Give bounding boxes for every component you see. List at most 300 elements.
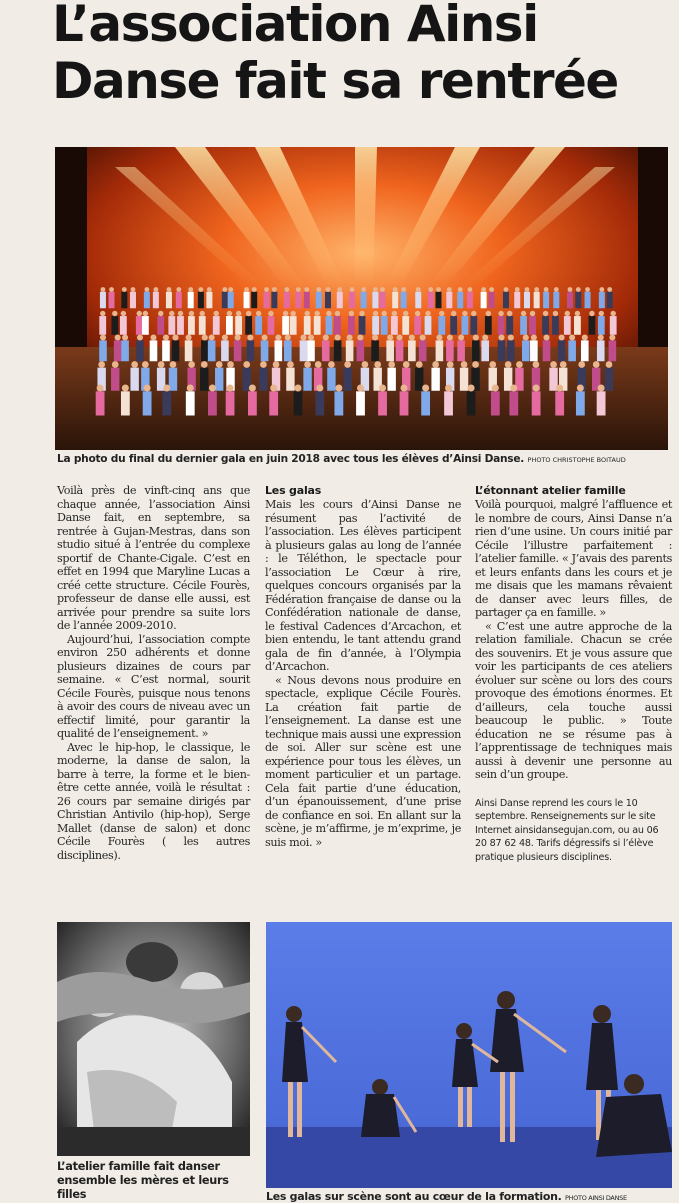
dancer-body (142, 316, 149, 335)
dancer-head (167, 287, 172, 292)
dancer-head (235, 334, 241, 340)
dancer-body (467, 292, 473, 309)
formation-caption-text: Les galas sur scène sont au cœur de la formation. (266, 1190, 562, 1203)
dancer-head (283, 311, 288, 316)
dancer-head (227, 361, 234, 368)
dancer-body (457, 340, 465, 361)
dancer-head (425, 311, 430, 316)
dancer-head (326, 311, 331, 316)
dancer-body (269, 391, 278, 415)
dancer-head (158, 361, 165, 368)
dancer-body (428, 292, 434, 309)
dancer-head (350, 287, 355, 292)
dancer-head (323, 334, 329, 340)
dancer-body (213, 316, 220, 335)
dancer-head (349, 311, 354, 316)
dancer-head (521, 311, 526, 316)
paragraph: Voilà près de vinft-cinq ans que chaque année, l’association Ainsi Danse fait, en septembre, sa rentrée à Gujan-Mestras, dans son studio situé à l’entrée du complexe sportif de Chante-Cigale. C’est en effet en 1994 que Maryline Lucas a créé cette structure. Cécile Fourès, professeur de danse elle aussi, est arrivée pour prendre sa suite lors de l’année 2009-2010. (57, 484, 250, 632)
dancer-head (489, 287, 494, 292)
dancer-body (177, 316, 184, 335)
dancer-head (533, 384, 540, 391)
dancer-head (247, 334, 253, 340)
dancer-head (142, 361, 149, 368)
dancer-head (472, 361, 479, 368)
dancer-head (284, 287, 289, 292)
dancer-head (362, 361, 369, 368)
dancer-body (208, 340, 216, 361)
paragraph: Aujourd’hui, l’association compte environ 250 adhérents et donne plusieurs dizaines de cours par semaine. « C’est normal, sourit Cécile Fourès, puisque nous tenons à avoir des cours de niveau avec un effectif limité, pour garantir la qualité de l’enseignement. » (57, 632, 250, 740)
dancer-body (359, 316, 366, 335)
dancer-head (178, 311, 183, 316)
dancer-head (256, 311, 261, 316)
dancer-body (574, 316, 581, 335)
dancer-head (550, 361, 557, 368)
dancer-body (379, 292, 385, 309)
dancer-head (576, 287, 581, 292)
dancer-body (610, 316, 617, 335)
dancer-body (534, 292, 540, 309)
dancer-body (295, 292, 301, 309)
dancer-head (379, 384, 386, 391)
dancer-body (143, 391, 152, 415)
dancer-head (305, 311, 310, 316)
dancer-body (597, 340, 605, 361)
dancer-head (393, 287, 398, 292)
headline-line-2: Danse fait sa rentrée (52, 52, 618, 110)
dancer-head (575, 311, 580, 316)
dancer-body (498, 316, 505, 335)
dancer-body (436, 340, 444, 361)
dancer-body (457, 292, 463, 309)
dancer-head (458, 334, 464, 340)
dancer-head (560, 361, 567, 368)
dancer-head (436, 334, 442, 340)
dancer-body (491, 391, 500, 415)
dancer-body (575, 292, 581, 309)
dancer-head (326, 287, 331, 292)
dancer-head (98, 361, 105, 368)
dancer-head (121, 311, 126, 316)
dancer-head (403, 311, 408, 316)
dancer-body (275, 340, 283, 361)
family-photo-caption: L’atelier famille fait danser ensemble les mères et leurs filles (57, 1160, 229, 1201)
dancer-body (425, 316, 432, 335)
dancer-head (471, 311, 476, 316)
dancer-head (516, 361, 523, 368)
dancer-body (408, 340, 416, 361)
dancer-head (598, 334, 604, 340)
dancer-head (252, 287, 257, 292)
dancer-body (226, 391, 235, 415)
dancer-head (415, 311, 420, 316)
dancer-body (343, 368, 351, 391)
gala-stage-photo (55, 147, 668, 450)
dancer-body (552, 316, 559, 335)
dancer-body (111, 316, 118, 335)
dancer-head (372, 334, 378, 340)
dancer-head (328, 361, 335, 368)
dancer-head (97, 384, 104, 391)
dancer-body (166, 292, 172, 309)
dancer-head (473, 334, 479, 340)
dancer-body (386, 340, 394, 361)
dancer-body (172, 340, 180, 361)
dancer-body (162, 340, 170, 361)
dancer-head (300, 334, 306, 340)
dancer-head (447, 287, 452, 292)
dancer-head (216, 361, 223, 368)
dancer-body (326, 316, 333, 335)
dancer-head (577, 384, 584, 391)
dancer-body (431, 368, 439, 391)
dancer-body (268, 316, 275, 335)
dancer-head (492, 384, 499, 391)
dancer-body (261, 340, 269, 361)
dancer-head (609, 334, 615, 340)
dancer-head (610, 311, 615, 316)
dancer-head (335, 384, 342, 391)
dancer-head (445, 384, 452, 391)
dancer-body (530, 340, 538, 361)
dancer-head (122, 384, 129, 391)
dancer-body (244, 292, 250, 309)
article-column-3 (475, 484, 672, 864)
dancer-body (136, 340, 144, 361)
dancer-body (99, 316, 106, 335)
dancer-body (226, 316, 233, 335)
dancer-body (162, 391, 171, 415)
dancer-body (199, 316, 206, 335)
dancer-body (522, 340, 530, 361)
dancer-head (296, 287, 301, 292)
dancer-head (144, 287, 149, 292)
dancer-head (227, 311, 232, 316)
dancer-head (388, 361, 395, 368)
gala-photo-credit: PHOTO CHRISTOPHE BOITAUD (527, 456, 626, 464)
dancer-head (201, 361, 208, 368)
dancer-head (304, 361, 311, 368)
dancer-body (130, 292, 136, 309)
dancer-body (228, 292, 234, 309)
dancer-head (357, 384, 364, 391)
family-workshop-photo (57, 922, 250, 1156)
dancer-body (188, 316, 195, 335)
dancer-body (144, 292, 150, 309)
dancer-body (136, 316, 143, 335)
dancer-body (346, 340, 354, 361)
dancer-head (409, 334, 415, 340)
formation-photo-caption (266, 1190, 679, 1203)
dancer-head (153, 287, 158, 292)
dancer-body (120, 316, 127, 335)
dancer-head (187, 384, 194, 391)
dancer-body (415, 292, 421, 309)
dancer-body (402, 316, 409, 335)
dancer-head (439, 311, 444, 316)
dancer-body (168, 316, 175, 335)
dancer-head (387, 334, 393, 340)
dancer-head (209, 334, 215, 340)
dancer-body (524, 292, 530, 309)
dancer-body (235, 316, 242, 335)
dancer-head (131, 287, 136, 292)
dancer-body (361, 292, 367, 309)
dancer-head (357, 334, 363, 340)
dancer-head (200, 311, 205, 316)
dancer-head (374, 361, 381, 368)
dancer-head (510, 384, 517, 391)
dancer-head (461, 361, 468, 368)
dancer-head (422, 384, 429, 391)
dancer-body (150, 340, 158, 361)
dancer-head (207, 287, 212, 292)
dancer-body (206, 292, 212, 309)
dancer-head (272, 287, 277, 292)
dancer-head (236, 311, 241, 316)
dancer-head (489, 361, 496, 368)
dancer-body (334, 391, 343, 415)
dancer-body (387, 368, 395, 391)
dancer-body (198, 292, 204, 309)
dancer-body (114, 340, 122, 361)
dancer-body (462, 316, 469, 335)
dancer-head (381, 311, 386, 316)
dancer-head (582, 334, 588, 340)
dancer-body (188, 292, 194, 309)
dancer-body (568, 340, 576, 361)
dancer-body (598, 316, 605, 335)
dancer-head (486, 311, 491, 316)
dancer-head (420, 334, 426, 340)
dancer-head (314, 311, 319, 316)
dancer-body (532, 391, 541, 415)
dancer-head (150, 334, 156, 340)
dancer-head (249, 384, 256, 391)
dancer-body (460, 368, 468, 391)
dancer-head (268, 311, 273, 316)
dancer-head (504, 287, 509, 292)
dancer-body (348, 316, 355, 335)
dancer-body (185, 340, 193, 361)
dancer-head (198, 287, 203, 292)
dancer-head (458, 287, 463, 292)
dancer-head (264, 287, 269, 292)
dancer-head (607, 287, 612, 292)
dancer-body (558, 340, 566, 361)
dancer-body (251, 292, 257, 309)
dancer-body (255, 316, 262, 335)
dancer-body (485, 316, 492, 335)
dancer-body (372, 316, 379, 335)
dancer-head (112, 361, 119, 368)
dancer-head (100, 334, 106, 340)
dancer-body (605, 368, 613, 391)
dancer-head (273, 361, 280, 368)
dancer-head (359, 311, 364, 316)
dancer-head (585, 287, 590, 292)
dancer-body (186, 391, 195, 415)
dancer-body (467, 391, 476, 415)
dancer-body (489, 292, 495, 309)
dancer-body (446, 340, 454, 361)
dancer-head (447, 334, 453, 340)
dancer-head (523, 334, 529, 340)
dancer-body (259, 368, 267, 391)
dancer-head (137, 311, 142, 316)
dancer-body (121, 340, 129, 361)
dancer-body (372, 292, 378, 309)
dancer-body (200, 368, 208, 391)
dancer-head (172, 334, 178, 340)
dancer-head (565, 311, 570, 316)
dancer-body (325, 292, 331, 309)
dancer-head (214, 311, 219, 316)
dancer-head (315, 361, 322, 368)
dancer-body (392, 292, 398, 309)
article-column-1 (57, 484, 250, 862)
dancer-body (506, 316, 513, 335)
dancer-head (403, 361, 410, 368)
dancer-body (421, 391, 430, 415)
dancer-body (157, 316, 164, 335)
dancer-body (349, 292, 355, 309)
dancer-head (530, 311, 535, 316)
dancer-body (300, 340, 308, 361)
dancer-body (111, 368, 119, 391)
paragraph: « Nous devons nous produire en spectacle, explique Cécile Fourès. La création fait partie de l’enseignement. La danse est une technique mais aussi une expression de soi. Aller sur scène est une expérience pour tous les élèves, un moment particulier et un partage. Cela fait partie d’une éducation, d’un épanouissement, d’une prise de confiance en soi. En allant sur la scène, je m’affirme, je m’exprime, je suis moi. » (265, 673, 461, 849)
dancer-body (498, 340, 506, 361)
dancer-body (435, 292, 441, 309)
dancer-head (599, 311, 604, 316)
dancer-head (569, 334, 575, 340)
dancer-body (153, 292, 159, 309)
dancer-body (391, 316, 398, 335)
dancer-head (468, 384, 475, 391)
dancer-head (416, 361, 423, 368)
dancer-head (109, 287, 114, 292)
dancer-head (400, 384, 407, 391)
dancer-head (462, 311, 467, 316)
dancer-body (470, 316, 477, 335)
dancer-head (202, 334, 208, 340)
dancer-body (264, 292, 270, 309)
dancer-body (414, 316, 421, 335)
dancer-body (585, 292, 591, 309)
dancer-head (505, 361, 512, 368)
dancer-head (287, 361, 294, 368)
dancer-head (335, 334, 341, 340)
headline-line-1: L’association Ainsi (52, 0, 538, 53)
dancer-head (347, 334, 353, 340)
dancer-head (498, 311, 503, 316)
dancer-body (304, 316, 311, 335)
dancer-head (176, 287, 181, 292)
dancer-body (509, 391, 518, 415)
dancer-head (163, 384, 170, 391)
dancer-body (597, 391, 606, 415)
dancer-head (122, 287, 127, 292)
dancer-head (451, 311, 456, 316)
dancer-body (307, 340, 315, 361)
dancer-head (337, 287, 342, 292)
dancer-body (121, 391, 130, 415)
paragraph: « C’est une autre approche de la relation familiale. Chacun se crée des souvenirs. Et je vous assure que voir les participants de ces ateliers évoluer sur scène ou lors des cours provoque des émotions énormes. Et d’ailleurs, cela touche aussi beaucoup le public. » Toute éducation ne se résume pas à l’apprentissage de techniques mais aussi à devenir une personne au sein d’un groupe. (475, 619, 672, 781)
dancer-head (543, 311, 548, 316)
dancer-body (221, 340, 229, 361)
dancer-head (260, 361, 267, 368)
dancer-body (543, 292, 549, 309)
dancer-body (284, 340, 292, 361)
dancer-body (286, 368, 294, 391)
dancer-head (498, 334, 504, 340)
dancer-head (170, 361, 177, 368)
dancer-body (378, 391, 387, 415)
dancer-head (188, 287, 193, 292)
dancer-body (609, 340, 617, 361)
dancer-body (316, 292, 322, 309)
dancer-head (143, 311, 148, 316)
dancer-body (327, 368, 335, 391)
dancer-head (335, 311, 340, 316)
dancer-head (294, 384, 301, 391)
dancer-body (334, 340, 342, 361)
dancer-head (599, 287, 604, 292)
dancer-body (543, 340, 551, 361)
dancer-head (578, 361, 585, 368)
dancer-body (208, 391, 217, 415)
dancer-head (163, 334, 169, 340)
dancer-body (121, 292, 127, 309)
dancer-body (215, 368, 223, 391)
paragraph: Avec le hip-hop, le classique, le moderne, la danse de salon, la barre à terre, la forme et le bien-être cette année, voilà le résultat : 26 cours par semaine dirigés par Christian Antivilo (hip-hop), Serge Mallet (danse de salon) et donc Cécile Fourès ( les autres disciplines). (57, 740, 250, 862)
dancer-head (373, 311, 378, 316)
dancer-head (556, 384, 563, 391)
dancer-body (520, 316, 527, 335)
dancer-body (400, 391, 409, 415)
dancer-body (419, 340, 427, 361)
dancer-body (234, 340, 242, 361)
dancer-body (472, 340, 480, 361)
dancer-body (100, 292, 106, 309)
gala-caption-text: La photo du final du dernier gala en juin 2018 avec tous les élèves d’Ainsi Danse. (57, 453, 525, 465)
dancer-body (553, 292, 559, 309)
dancer-head (209, 384, 216, 391)
dancer-body (357, 340, 365, 361)
dancer-body (304, 292, 310, 309)
dancer-body (130, 368, 138, 391)
dancer-head (401, 287, 406, 292)
dancer-body (542, 316, 549, 335)
dancer-head (507, 311, 512, 316)
dancer-body (576, 391, 585, 415)
dancer-body (245, 316, 252, 335)
dancer-head (222, 334, 228, 340)
dancer-body (381, 316, 388, 335)
dancer-body (201, 340, 209, 361)
dancer-body (396, 340, 404, 361)
dancer-head (515, 287, 520, 292)
dancer-head (508, 334, 514, 340)
dancer-body (589, 316, 596, 335)
dancer-head (169, 311, 174, 316)
dancer-body (294, 391, 303, 415)
gala-photo-caption (57, 453, 677, 465)
dancer-head (397, 334, 403, 340)
dancer-body (222, 292, 228, 309)
dancer-body (334, 316, 341, 335)
dancer-body (176, 292, 182, 309)
dancer-head (543, 334, 549, 340)
